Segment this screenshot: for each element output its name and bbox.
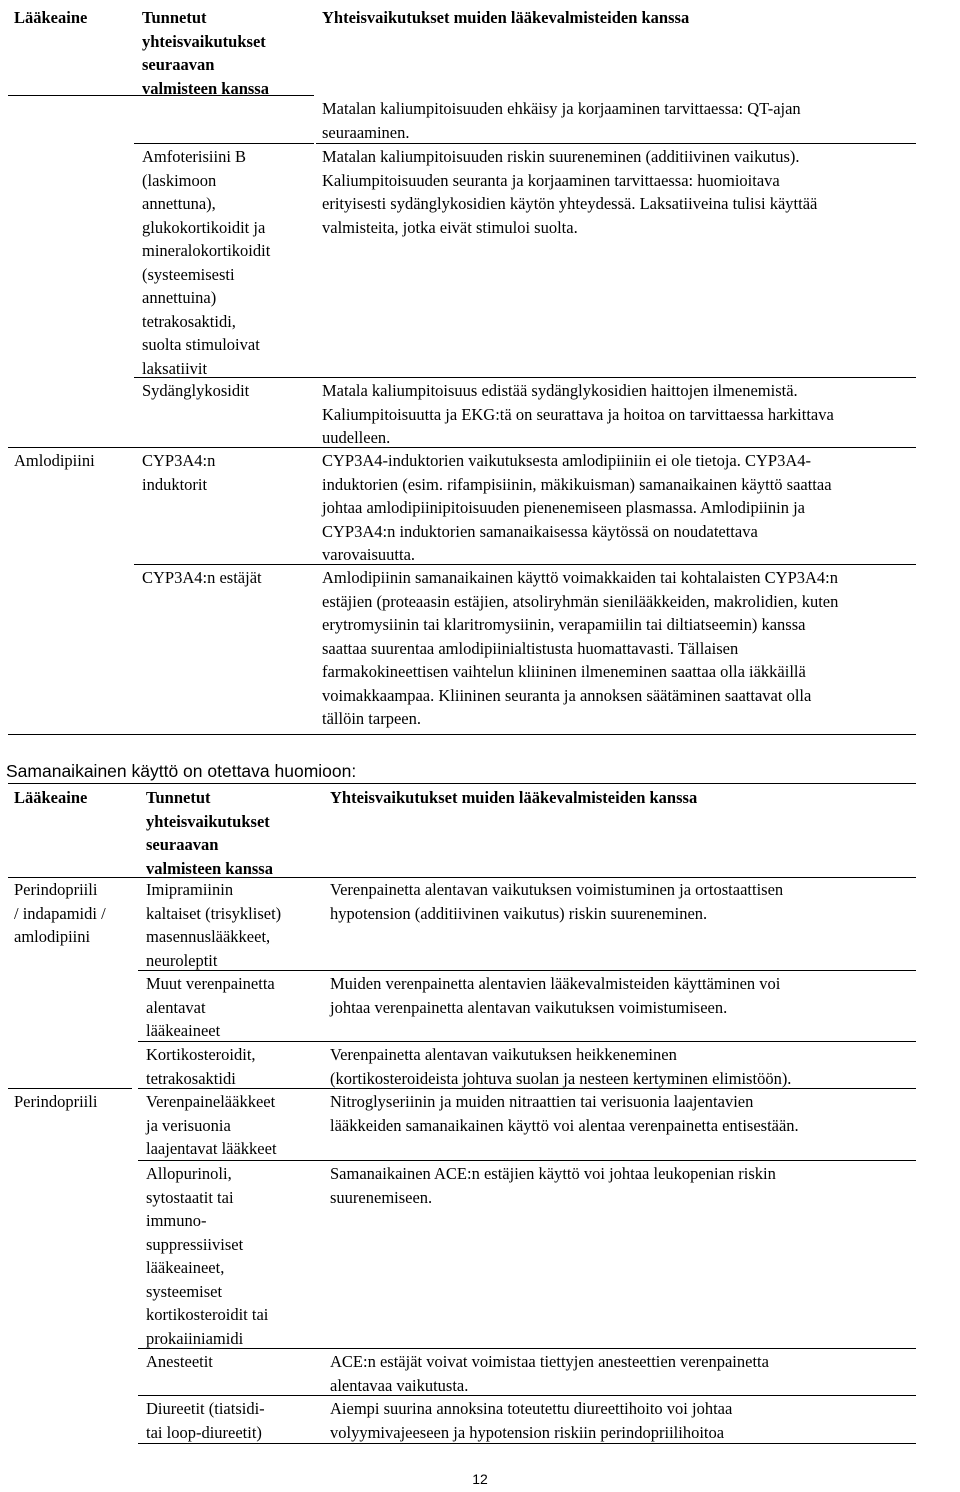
t2-row4-agent: Allopurinoli, sytostaatit tai immuno- suppressiiviset lääkeaineet, systeemiset kortikosteroidit tai prokaiiniamidi <box>146 1164 269 1348</box>
header-known-interactions: Tunnetut yhteisvaikutukset seuraavan valmisteen kanssa <box>142 8 269 98</box>
rule <box>134 564 916 565</box>
rule <box>138 1348 916 1349</box>
drug-combination: Perindopriili / indapamidi / amlodipiini <box>14 880 106 946</box>
t2-row1-agent: Muut verenpainetta alentavat lääkeaineet <box>146 974 275 1040</box>
header-drug: Lääkeaine <box>14 8 88 27</box>
rule <box>316 143 916 144</box>
t2-row2-effect: Verenpainetta alentavan vaikutuksen heikkeneminen (kortikosteroideista johtuva suolan ja nesteen kertyminen elimistöön). <box>330 1045 792 1088</box>
t2-row3-effect: Nitroglyseriinin ja muiden nitraattien tai verisuonia laajentavien lääkkeiden samanaikainen käyttö voi alentaa verenpainetta entisestään. <box>330 1092 799 1135</box>
rule <box>138 1395 916 1396</box>
header-drug: Lääkeaine <box>14 788 88 807</box>
section-title: Samanaikainen käyttö on otettava huomioon: <box>6 761 357 781</box>
t2-row2-agent: Kortikosteroidit, tetrakosaktidi <box>146 1045 256 1088</box>
row3-drug: Amlodipiini <box>14 451 95 470</box>
t2-row6-agent: Diureetit (tiatsidi- tai loop-diureetit) <box>146 1399 265 1442</box>
header-known-interactions: Tunnetut yhteisvaikutukset seuraavan valmisteen kanssa <box>146 788 273 878</box>
t2-row4-effect: Samanaikainen ACE:n estäjien käyttö voi johtaa leukopenian riskin suurenemiseen. <box>330 1164 776 1207</box>
row3-agent: CYP3A4:n induktorit <box>142 451 216 494</box>
rule <box>138 1160 916 1161</box>
row2-agent: Sydänglykosidit <box>142 381 250 400</box>
t2-row3-agent: Verenpainelääkkeet ja verisuonia laajentavat lääkkeet <box>146 1092 277 1158</box>
t2-row6-effect: Aiempi suurina annoksina toteutettu diureettihoito voi johtaa volyymivajeeseen ja hypotension riskiin perindopriilihoitoa <box>330 1399 733 1442</box>
drug-perindopril: Perindopriili <box>14 1092 98 1111</box>
t2-row0-agent: Imipramiinin kaltaiset (trisykliset) masennuslääkkeet, neuroleptit <box>146 880 282 970</box>
t2-row5-effect: ACE:n estäjät voivat voimistaa tiettyjen anesteettien verenpainetta alentavaa vaikutusta. <box>330 1352 769 1395</box>
rule <box>8 95 314 96</box>
rule <box>134 143 314 144</box>
rule <box>138 1088 916 1089</box>
row4-agent: CYP3A4:n estäjät <box>142 568 262 587</box>
t2-row5-agent: Anesteetit <box>146 1352 213 1371</box>
header-interactions: Yhteisvaikutukset muiden lääkevalmisteiden kanssa <box>330 788 698 807</box>
row3-effect: CYP3A4-induktorien vaikutuksesta amlodipiiniin ei ole tietoja. CYP3A4- induktorien (esim. rifampisiinin, mäkikuisman) samanaikainen käyttö saattaa johtaa amlodipiinipitoisuuden pienenemiseen plasmassa. Amlodipiinin ja CYP3A4:n induktorien samanaikaisessa käytössä on noudatettava varovaisuutta. <box>322 451 832 564</box>
t2-row0-effect: Verenpainetta alentavan vaikutuksen voimistuminen ja ortostaattisen hypotension (additiivinen vaikutus) riskin suureneminen. <box>330 880 784 923</box>
rule <box>8 447 916 448</box>
page-number: 12 <box>472 1471 488 1487</box>
rule <box>8 734 916 735</box>
row0-effect: Matalan kaliumpitoisuuden ehkäisy ja korjaaminen tarvittaessa: QT-ajan seuraaminen. <box>322 99 801 142</box>
row1-effect: Matalan kaliumpitoisuuden riskin suureneminen (additiivinen vaikutus). Kaliumpitoisuuden seuranta ja korjaaminen tarvittaessa: huomioitava erityisesti sydänglykosidien käytön yhteydessä. Laksatiiveina tulisi käyttää valmisteita, jotka eivät stimuloi suolta. <box>322 147 818 237</box>
row4-effect: Amlodipiinin samanaikainen käyttö voimakkaiden tai kohtalaisten CYP3A4:n estäjien (proteaasin estäjien, atsoliryhmän sienilääkkeiden, makrolidien, kuten erytromysiinin tai klaritromysiinin, verapamiilin tai diltiatseemin) kanssa saattaa suurentaa amlodipiinialtistusta huomattavasti. Tällaisen farmakokineettisen vaihtelun kliininen ilmeneminen saattaa olla iäkkäillä voimakkaampaa. Kliininen seuranta ja annoksen säätäminen saattavat olla tällöin tarpeen. <box>322 568 839 728</box>
row1-agent: Amfoterisiini B (laskimoon annettuna), glukokortikoidit ja mineralokortikoidit (systeemisesti annettuina) tetrakosaktidi, suolta stimuloivat laksatiivit <box>142 147 271 378</box>
rule <box>8 1088 132 1089</box>
rule <box>138 1041 916 1042</box>
rule <box>138 1443 916 1444</box>
rule <box>138 970 916 971</box>
row2-effect: Matala kaliumpitoisuus edistää sydänglykosidien haittojen ilmenemistä. Kaliumpitoisuutta ja EKG:tä on seurattava ja hoitoa on tarvittaessa harkittava uudelleen. <box>322 381 834 447</box>
t2-row1-effect: Muiden verenpainetta alentavien lääkevalmisteiden käyttäminen voi johtaa verenpainetta alentavan vaikutuksen voimistumiseen. <box>330 974 781 1017</box>
rule <box>134 377 916 378</box>
rule <box>8 783 916 784</box>
header-interactions: Yhteisvaikutukset muiden lääkevalmisteiden kanssa <box>322 8 690 27</box>
